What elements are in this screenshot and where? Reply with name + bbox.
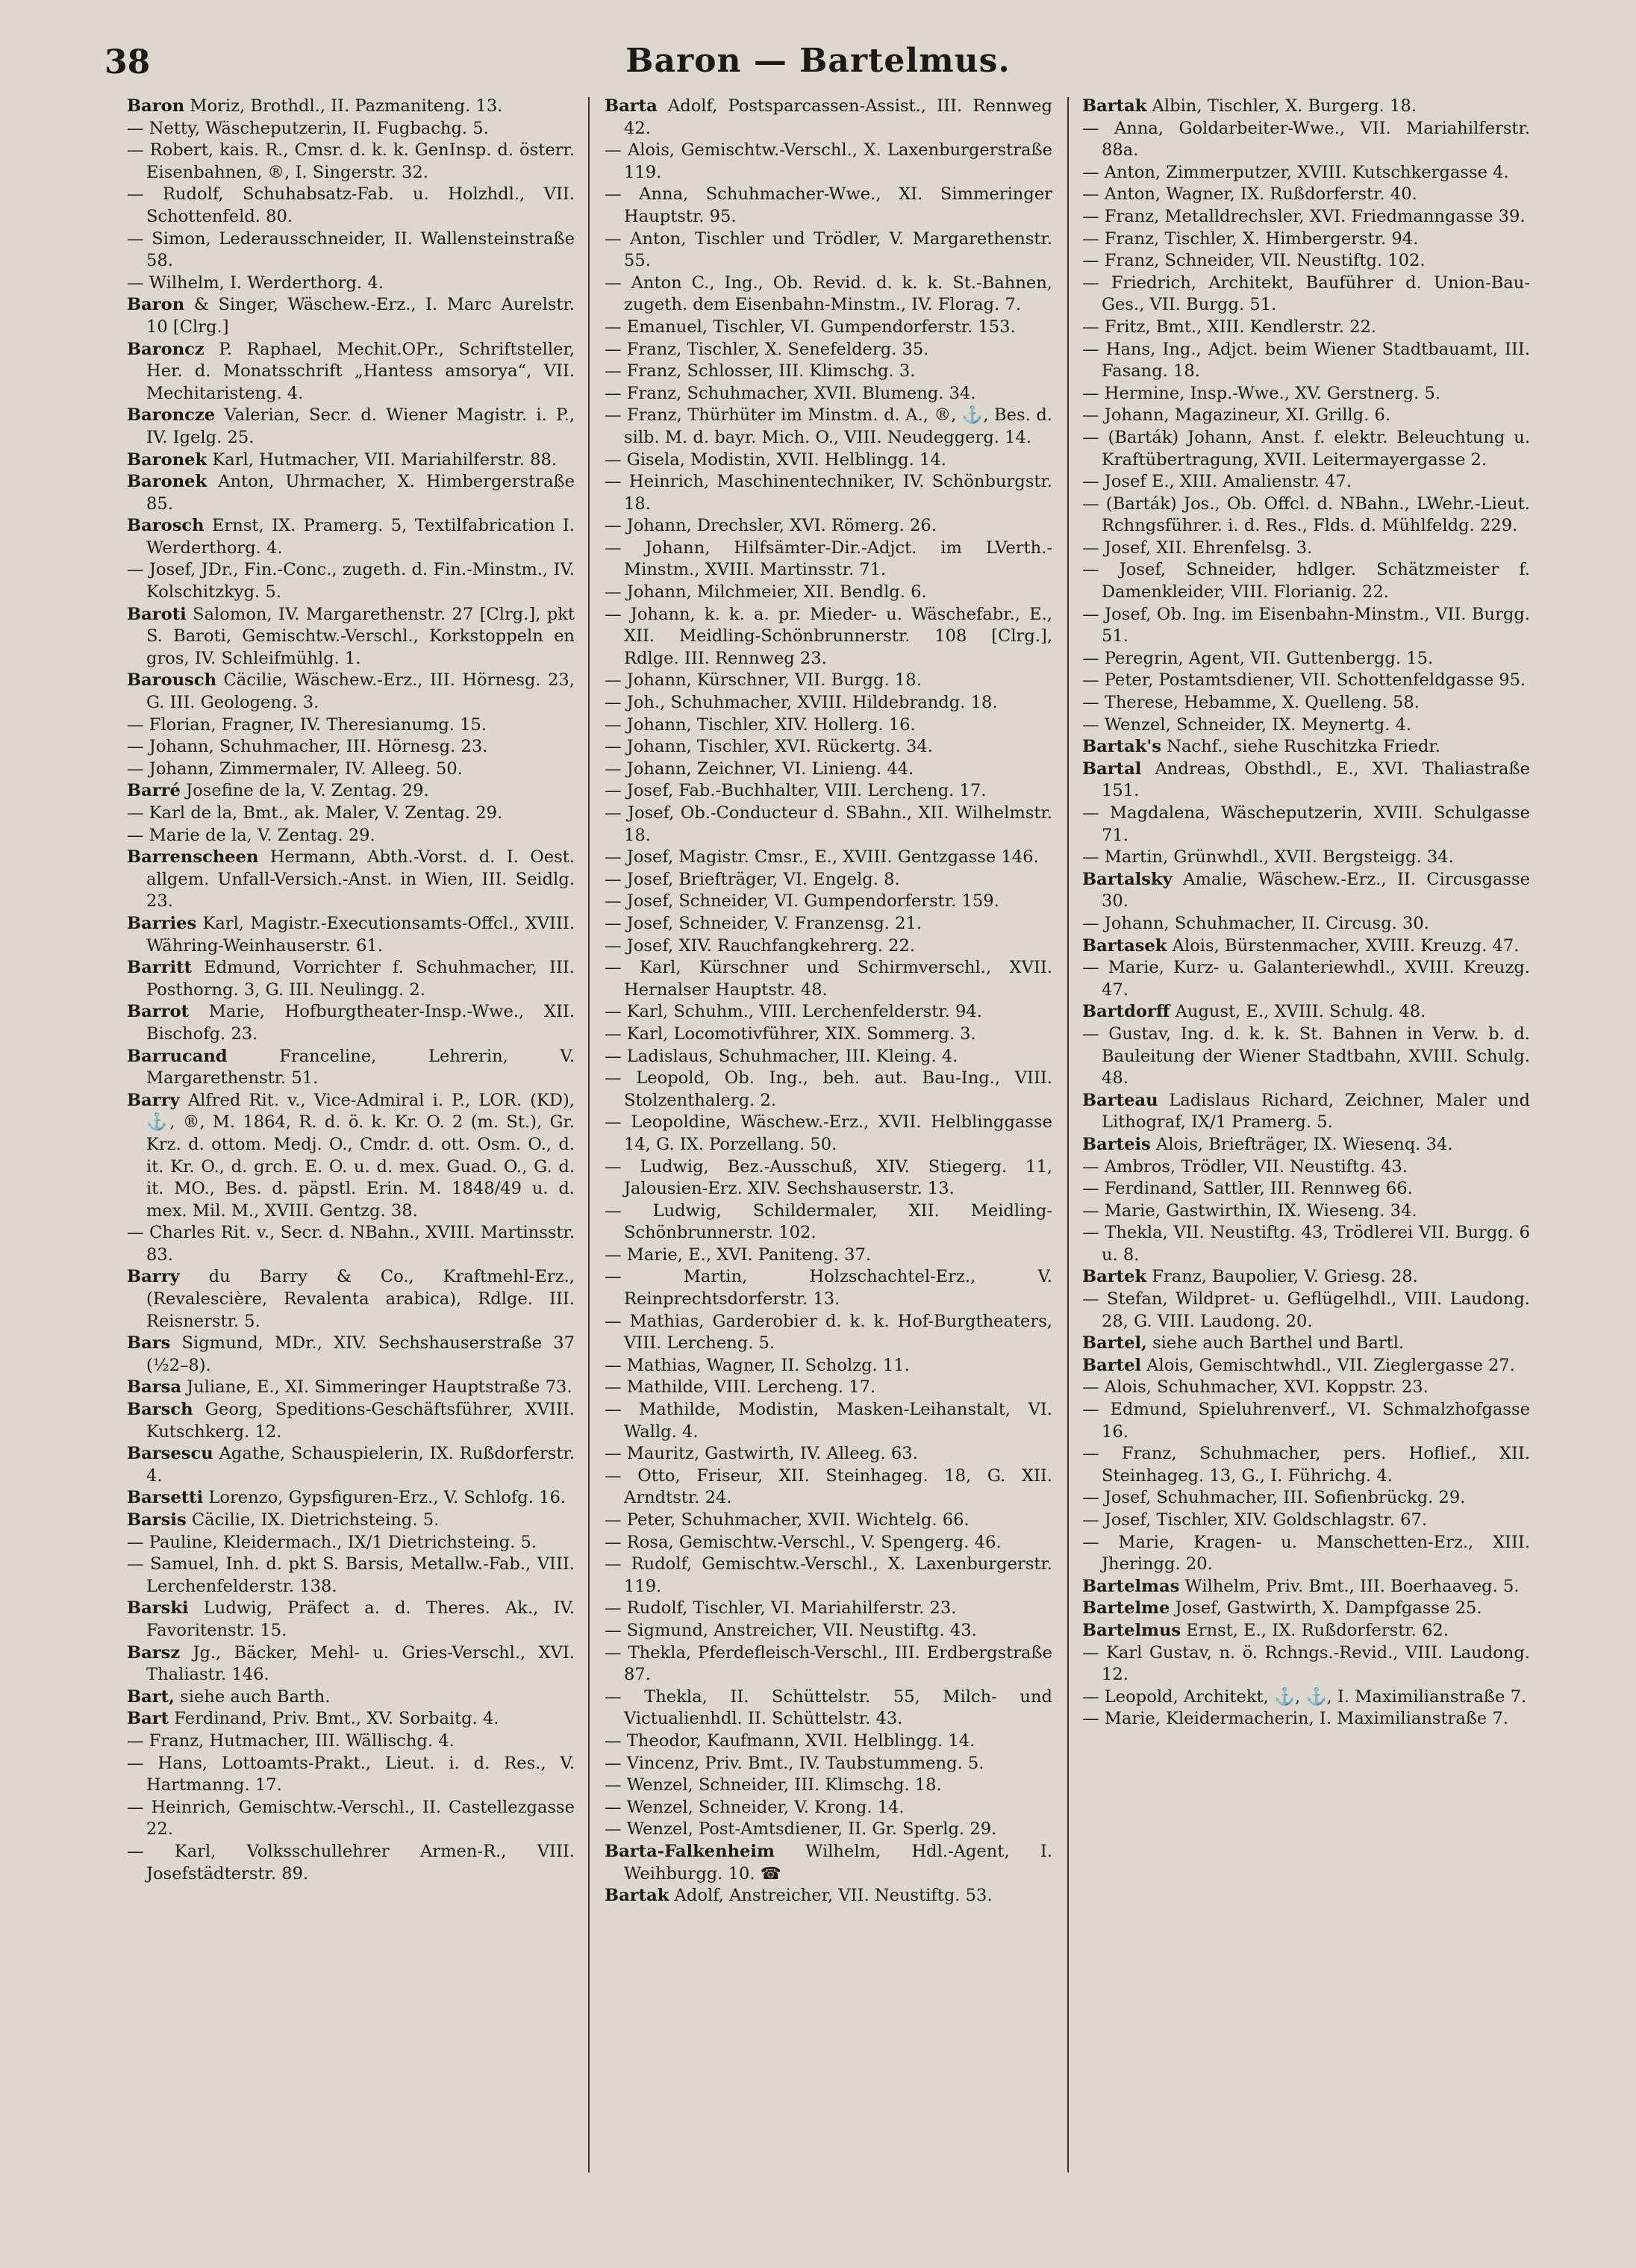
directory-entry: — Franz, Hutmacher, III. Wällischg. 4. (127, 1730, 455, 1751)
directory-entry: — Fritz, Bmt., XIII. Kendlerstr. 22. (1082, 317, 1377, 337)
directory-entry: Bart Ferdinand, Priv. Bmt., XV. Sorbaitg. 4. (127, 1709, 499, 1729)
directory-entry: — Josef, Ob.-Conducteur d. SBahn., XII. Wilhelmstr. 18. (605, 803, 1052, 845)
directory-entry: Barry Alfred Rit. v., Vice-Admiral i. P., LOR. (KD), ⚓, ®, M. 1864, R. d. ö. k. Kr. O. 2 (m. St.), Gr. Krz. d. ottom. Medj. O., Cmdr. d. ott. Osm. O., d. it. Kr. O., d. grch. E. O. u. d. mex. Guad. O., G. d. it. MO., Bes. d. päpstl. Erin. M. 1848/49 u. d. mex. Mil. M., XVIII. Gentzg. 38. (127, 1090, 575, 1221)
directory-entry: Barousch Cäcilie, Wäschew.-Erz., III. Hörnesg. 23, G. III. Geologeng. 3. (127, 670, 575, 713)
directory-entry: — (Barták) Johann, Anst. f. elektr. Beleuchtung u. Kraftübertragung, XVII. Leitermayergasse 2. (1082, 427, 1530, 470)
directory-entry: — Franz, Tischler, X. Senefelderg. 35. (605, 339, 929, 359)
directory-entry: — Peter, Schuhmacher, XVII. Wichtelg. 66. (605, 1510, 970, 1530)
directory-entry: — Mathilde, VIII. Lercheng. 17. (605, 1377, 876, 1398)
directory-entry: — Anton, Zimmerputzer, XVIII. Kutschkergasse 4. (1082, 162, 1509, 182)
directory-entry: Barski Ludwig, Präfect a. d. Theres. Ak., IV. Favoritenstr. 15. (127, 1598, 575, 1640)
directory-entry: Barteis Alois, Briefträger, IX. Wiesenq. 34. (1082, 1134, 1453, 1154)
directory-entry: Barsa Juliane, E., XI. Simmeringer Hauptstraße 73. (127, 1377, 572, 1398)
directory-entry: — Alois, Gemischtw.-Verschl., X. Laxenburgerstraße 119. (605, 140, 1052, 182)
directory-entry: Bartdorff August, E., XVIII. Schulg. 48. (1082, 1002, 1426, 1022)
directory-entry: — Johann, Schuhmacher, III. Hörnesg. 23. (127, 737, 488, 757)
directory-entry: Barta Adolf, Postsparcassen-Assist., III. Rennweg 42. (605, 96, 1052, 138)
directory-entry: — Anton C., Ing., Ob. Revid. d. k. k. St.-Bahnen, zugeth. dem Eisenbahn-Minstm., IV. Florag. 7. (605, 272, 1052, 315)
directory-entry: Barrot Marie, Hofburgtheater-Insp.-Wwe., XII. Bischofg. 23. (127, 1002, 575, 1044)
directory-entry: — Ambros, Trödler, VII. Neustiftg. 43. (1082, 1156, 1408, 1177)
directory-entry: — Hermine, Insp.-Wwe., XV. Gerstnerg. 5. (1082, 383, 1440, 403)
directory-entry: — Wilhelm, I. Werderthorg. 4. (127, 272, 384, 293)
directory-entry: Bartak's Nachf., siehe Ruschitzka Friedr. (1082, 737, 1440, 757)
directory-entry: Bartel Alois, Gemischtwhdl., VII. Zieglergasse 27. (1082, 1355, 1515, 1375)
directory-entry: — Gustav, Ing. d. k. k. St. Bahnen in Verw. b. d. Bauleitung der Wiener Stadtbahn, XVIII. Schulg. 48. (1082, 1024, 1530, 1088)
directory-entry: Baroncze Valerian, Secr. d. Wiener Magistr. i. P., IV. Igelg. 25. (127, 405, 575, 447)
directory-entry: — Mathias, Garderobier d. k. k. Hof-Burgtheaters, VIII. Lercheng. 5. (605, 1311, 1052, 1353)
directory-entry: — Karl, Schuhm., VIII. Lerchenfelderstr. 94. (605, 1002, 982, 1022)
directory-entry: — Hans, Ing., Adjct. beim Wiener Stadtbauamt, III. Fasang. 18. (1082, 339, 1530, 381)
directory-entry: Barsz Jg., Bäcker, Mehl- u. Gries-Verschl., XVI. Thaliastr. 146. (127, 1642, 575, 1685)
directory-entry: — Wenzel, Schneider, V. Krong. 14. (605, 1797, 905, 1817)
directory-entry: — Edmund, Spieluhrenverf., VI. Schmalzhofgasse 16. (1082, 1400, 1530, 1442)
directory-entry: — Joh., Schuhmacher, XVIII. Hildebrandg. 18. (605, 693, 998, 713)
directory-entry: Barsetti Lorenzo, Gypsfiguren-Erz., V. Schlofg. 16. (127, 1488, 566, 1508)
directory-entry: — Thekla, II. Schüttelstr. 55, Milch- und Victualienhdl. II. Schüttelstr. 43. (605, 1686, 1052, 1729)
directory-entry: — Johann, Tischler, XVI. Rückertg. 34. (605, 737, 933, 757)
directory-entry: Barrucand Franceline, Lehrerin, V. Margarethenstr. 51. (127, 1046, 575, 1088)
directory-entry: Barta-Falkenheim Wilhelm, Hdl.-Agent, I. Weihburgg. 10. ☎ (605, 1841, 1052, 1884)
directory-entry: — Emanuel, Tischler, VI. Gumpendorferstr. 153. (605, 317, 1016, 337)
directory-entry: — Johann, Zimmermaler, IV. Alleeg. 50. (127, 758, 463, 779)
directory-entry: — Josef, JDr., Fin.-Conc., zugeth. d. Fin.-Minstm., IV. Kolschitzkyg. 5. (127, 560, 575, 602)
column-3 (1082, 96, 1530, 2246)
directory-entry: — Leopoldine, Wäschew.-Erz., XVII. Helblinggasse 14, G. IX. Porzellang. 50. (605, 1112, 1052, 1154)
directory-entry: — Peter, Postamtsdiener, VII. Schottenfeldgasse 95. (1082, 670, 1526, 691)
directory-entry: — Pauline, Kleidermach., IX/1 Dietrichsteing. 5. (127, 1532, 537, 1552)
directory-entry: — Sigmund, Anstreicher, VII. Neustiftg. 43. (605, 1620, 977, 1640)
directory-entry: — Johann, Hilfsämter-Dir.-Adjct. im LVerth.-Minstm., XVIII. Martinsstr. 71. (605, 538, 1052, 580)
directory-entry: — Josef, Schneider, hdlger. Schätzmeister f. Damenkleider, VIII. Florianig. 22. (1082, 560, 1530, 602)
directory-entry: — Karl, Volksschullehrer Armen-R., VIII. Josefstädterstr. 89. (127, 1841, 575, 1884)
directory-entry: — Hans, Lottoamts-Prakt., Lieut. i. d. Res., V. Hartmanng. 17. (127, 1753, 575, 1795)
directory-entry: — Marie, E., XVI. Paniteng. 37. (605, 1244, 872, 1265)
directory-entry: — Thekla, Pferdefleisch-Verschl., III. Erdbergstraße 87. (605, 1642, 1052, 1685)
directory-entry: Bars Sigmund, MDr., XIV. Sechshauserstraße 37 (½2–8). (127, 1333, 575, 1375)
directory-entry: — Karl, Locomotivführer, XIX. Sommerg. 3. (605, 1024, 976, 1044)
directory-entry: — Magdalena, Wäscheputzerin, XVIII. Schulgasse 71. (1082, 803, 1530, 845)
directory-entry: — Leopold, Architekt, ⚓, ⚓, I. Maximilianstraße 7. (1082, 1686, 1527, 1707)
directory-entry: — Rudolf, Schuhabsatz-Fab. u. Holzhdl., VII. Schottenfeld. 80. (127, 184, 575, 226)
directory-entry: — Anna, Schuhmacher-Wwe., XI. Simmeringer Hauptstr. 95. (605, 184, 1052, 226)
directory-entry: — Martin, Grünwhdl., XVII. Bergsteigg. 34. (1082, 847, 1454, 867)
directory-entry: — Heinrich, Gemischtw.-Verschl., II. Castellezgasse 22. (127, 1797, 575, 1839)
directory-entry: Bartelme Josef, Gastwirth, X. Dampfgasse 25. (1082, 1598, 1482, 1619)
directory-entry: Barries Karl, Magistr.-Executionsamts-Offcl., XVIII. Währing-Weinhauserstr. 61. (127, 913, 575, 956)
directory-entry: — Johann, Magazineur, XI. Grillg. 6. (1082, 405, 1391, 426)
directory-entry: — Anna, Goldarbeiter-Wwe., VII. Mariahilferstr. 88a. (1082, 118, 1530, 161)
directory-entry: Baroti Salomon, IV. Margarethenstr. 27 [Clrg.], pkt S. Baroti, Gemischtw.-Verschl., Korkstoppeln en gros, IV. Schleifmühlg. 1. (127, 604, 575, 668)
directory-entry: — Florian, Fragner, IV. Theresianumg. 15. (127, 714, 487, 735)
directory-entry: Barsis Cäcilie, IX. Dietrichsteing. 5. (127, 1510, 440, 1530)
directory-entry: — (Barták) Jos., Ob. Offcl. d. NBahn., LWehr.-Lieut. Rchngsführer. i. d. Res., Flds. d. Mühlfeldg. 229. (1082, 493, 1530, 536)
directory-entry: — Josef, Schneider, V. Franzensg. 21. (605, 913, 922, 933)
directory-entry: — Marie de la, V. Zentag. 29. (127, 825, 375, 845)
directory-entry: Baroncz P. Raphael, Mechit.OPr., Schriftsteller, Her. d. Monatsschrift „Hantess amsorya“, VII. Mechitaristeng. 4. (127, 339, 575, 403)
directory-entry: — Josef, XIV. Rauchfangkehrerg. 22. (605, 935, 916, 956)
directory-entry: Barritt Edmund, Vorrichter f. Schuhmacher, III. Posthorng. 3, G. III. Neulingg. 2. (127, 958, 575, 1000)
directory-entry: Barrenscheen Hermann, Abth.-Vorst. d. I. Oest. allgem. Unfall-Versich.-Anst. in Wien, III. Seidlg. 23. (127, 847, 575, 912)
directory-entry: — Friedrich, Architekt, Bauführer d. Union-Bau-Ges., VII. Burgg. 51. (1082, 272, 1530, 315)
directory-entry: — Franz, Tischler, X. Himbergerstr. 94. (1082, 228, 1419, 249)
directory-entry: Baron Moriz, Brothdl., II. Pazmaniteng. 13. (127, 96, 503, 116)
directory-entry: — Karl de la, Bmt., ak. Maler, V. Zentag. 29. (127, 803, 503, 823)
directory-entry: — Therese, Hebamme, X. Quelleng. 58. (1082, 693, 1420, 713)
page-header (0, 37, 1636, 82)
directory-entry: — Rudolf, Tischler, VI. Mariahilferstr. 23. (605, 1598, 957, 1619)
directory-entry: — Otto, Friseur, XII. Steinhageg. 18, G. XII. Arndtstr. 24. (605, 1465, 1052, 1508)
directory-entry: — Leopold, Ob. Ing., beh. aut. Bau-Ing., VIII. Stolzenthalerg. 2. (605, 1068, 1052, 1110)
directory-entry: Bartak Adolf, Anstreicher, VII. Neustiftg. 53. (605, 1886, 993, 1906)
directory-entry: — Ludwig, Schildermaler, XII. Meidling-Schönbrunnerstr. 102. (605, 1200, 1052, 1243)
directory-entry: — Franz, Thürhüter im Minstm. d. A., ®, ⚓, Bes. d. silb. M. d. bayr. Mich. O., VIII. Neudeggerg. 14. (605, 405, 1052, 447)
directory-entry: — Theodor, Kaufmann, XVII. Helblingg. 14. (605, 1730, 975, 1751)
directory-entry: — Johann, Kürschner, VII. Burgg. 18. (605, 670, 922, 691)
directory-entry: — Rosa, Gemischtw.-Verschl., V. Spengerg. 46. (605, 1532, 1002, 1552)
directory-entry: — Karl Gustav, n. ö. Rchngs.-Revid., VIII. Laudong. 12. (1082, 1642, 1530, 1685)
directory-entry: Baronek Anton, Uhrmacher, X. Himbergerstraße 85. (127, 472, 575, 514)
directory-entry: — Vincenz, Priv. Bmt., IV. Taubstummeng. 5. (605, 1753, 984, 1773)
directory-entry: Barsch Georg, Speditions-Geschäftsführer, XVIII. Kutschkerg. 12. (127, 1400, 575, 1442)
directory-entry: — Anton, Wagner, IX. Rußdorferstr. 40. (1082, 184, 1417, 205)
directory-entry: — Johann, Milchmeier, XII. Bendlg. 6. (605, 582, 927, 602)
directory-entry: — Josef, XII. Ehrenfelsg. 3. (1082, 538, 1313, 558)
directory-entry: — Marie, Gastwirthin, IX. Wieseng. 34. (1082, 1200, 1417, 1221)
directory-entry: — Anton, Tischler und Trödler, V. Margarethenstr. 55. (605, 228, 1052, 271)
directory-entry: — Johann, k. k. a. pr. Mieder- u. Wäschefabr., E., XII. Meidling-Schönbrunnerstr. 108 [Clrg.], Rdlge. III. Rennweg 23. (605, 604, 1052, 668)
directory-entry: — Wenzel, Schneider, IX. Meynertg. 4. (1082, 714, 1412, 735)
directory-entry: — Wenzel, Post-Amtsdiener, II. Gr. Sperlg. 29. (605, 1819, 997, 1839)
directory-entry: — Johann, Tischler, XIV. Hollerg. 16. (605, 714, 916, 735)
directory-entry: — Ferdinand, Sattler, III. Rennweg 66. (1082, 1179, 1413, 1199)
column-1 (127, 96, 575, 2246)
page-number: 38 (104, 43, 151, 81)
directory-entry: Baron & Singer, Wäschew.-Erz., I. Marc Aurelstr. 10 [Clrg.] (127, 295, 575, 337)
directory-entry: — Mauritz, Gastwirth, IV. Alleeg. 63. (605, 1444, 918, 1464)
directory-entry: — Stefan, Wildpret- u. Geflügelhdl., VIII. Laudong. 28, G. VIII. Laudong. 20. (1082, 1289, 1530, 1331)
directory-entry: Bartelmas Wilhelm, Priv. Bmt., III. Boerhaaveg. 5. (1082, 1576, 1520, 1596)
directory-entry: — Mathilde, Modistin, Masken-Leihanstalt, VI. Wallg. 4. (605, 1400, 1052, 1442)
directory-entry: Barry du Barry & Co., Kraftmehl-Erz., (Revalescière, Revalenta arabica), Rdlge. III. Reisnerstr. 5. (127, 1267, 575, 1331)
directory-entry: — Mathias, Wagner, II. Scholzg. 11. (605, 1355, 910, 1375)
directory-entry: — Charles Rit. v., Secr. d. NBahn., XVIII. Martinsstr. 83. (127, 1223, 575, 1265)
running-head: Baron — Bartelmus. (625, 42, 1011, 80)
directory-entry: — Martin, Holzschachtel-Erz., V. Reinprechtsdorferstr. 13. (605, 1267, 1052, 1309)
directory-entry: — Josef E., XIII. Amalienstr. 47. (1082, 472, 1352, 492)
directory-entry: — Ludwig, Bez.-Ausschuß, XIV. Stiegerg. 11, Jalousien-Erz. XIV. Sechshauserstr. 13. (605, 1156, 1052, 1199)
directory-entry: — Josef, Schneider, VI. Gumpendorferstr. 159. (605, 891, 999, 912)
directory-entry: Bartalsky Amalie, Wäschew.-Erz., II. Circusgasse 30. (1082, 869, 1530, 912)
directory-entry: — Thekla, VII. Neustiftg. 43, Trödlerei VII. Burgg. 6 u. 8. (1082, 1223, 1530, 1265)
directory-entry: — Heinrich, Maschinentechniker, IV. Schönburgstr. 18. (605, 472, 1052, 514)
directory-entry: Bartal Andreas, Obsthdl., E., XVI. Thaliastraße 151. (1082, 758, 1530, 801)
directory-entry: — Peregrin, Agent, VII. Guttenbergg. 15. (1082, 648, 1434, 668)
directory-entry: — Josef, Tischler, XIV. Goldschlagstr. 67. (1082, 1510, 1428, 1530)
directory-entry: Barré Josefine de la, V. Zentag. 29. (127, 781, 429, 801)
directory-entry: — Johann, Zeichner, VI. Linieng. 44. (605, 758, 914, 779)
directory-entry: Barteau Ladislaus Richard, Zeichner, Maler und Lithograf, IX/1 Pramerg. 5. (1082, 1090, 1530, 1133)
directory-entry: — Johann, Schuhmacher, II. Circusg. 30. (1082, 913, 1429, 933)
directory-entry: — Marie, Kleidermacherin, I. Maximilianstraße 7. (1082, 1709, 1509, 1729)
column-2 (605, 96, 1052, 2246)
directory-entry: — Josef, Fab.-Buchhalter, VIII. Lercheng. 17. (605, 781, 987, 801)
directory-entry: — Karl, Kürschner und Schirmverschl., XVII. Hernalser Hauptstr. 48. (605, 958, 1052, 1000)
directory-entry: — Josef, Magistr. Cmsr., E., XVIII. Gentzgasse 146. (605, 847, 1039, 867)
directory-entry: Barosch Ernst, IX. Pramerg. 5, Textilfabrication I. Werderthorg. 4. (127, 516, 575, 558)
directory-entry: Bartelmus Ernst, E., IX. Rußdorferstr. 62. (1082, 1620, 1449, 1640)
directory-entry: Bartek Franz, Baupolier, V. Griesg. 28. (1082, 1267, 1418, 1287)
directory-entry: — Robert, kais. R., Cmsr. d. k. k. GenInsp. d. österr. Eisenbahnen, ®, I. Singerstr. 32. (127, 140, 575, 182)
directory-entry: — Josef, Briefträger, VI. Engelg. 8. (605, 869, 900, 889)
directory-entry: Baronek Karl, Hutmacher, VII. Mariahilferstr. 88. (127, 449, 558, 470)
directory-entry: — Netty, Wäscheputzerin, II. Fugbachg. 5. (127, 118, 489, 138)
directory-entry: Bartel, siehe auch Barthel und Bartl. (1082, 1333, 1405, 1353)
directory-entry: — Josef, Ob. Ing. im Eisenbahn-Minstm., VII. Burgg. 51. (1082, 604, 1530, 647)
column-divider (588, 97, 590, 2172)
directory-entry: — Ladislaus, Schuhmacher, III. Kleing. 4. (605, 1046, 958, 1066)
directory-entry: — Franz, Schlosser, III. Klimschg. 3. (605, 361, 916, 381)
directory-entry: — Wenzel, Schneider, III. Klimschg. 18. (605, 1775, 942, 1795)
directory-entry: Barsescu Agathe, Schauspielerin, IX. Rußdorferstr. 4. (127, 1444, 575, 1486)
directory-entry: — Simon, Lederausschneider, II. Wallensteinstraße 58. (127, 228, 575, 271)
directory-entry: — Franz, Schuhmacher, XVII. Blumeng. 34. (605, 383, 976, 403)
directory-entry: — Johann, Drechsler, XVI. Römerg. 26. (605, 516, 937, 536)
directory-entry: Bartasek Alois, Bürstenmacher, XVIII. Kreuzg. 47. (1082, 935, 1520, 956)
directory-entry: — Rudolf, Gemischtw.-Verschl., X. Laxenburgerstr. 119. (605, 1554, 1052, 1596)
directory-entry: Bartak Albin, Tischler, X. Burgerg. 18. (1082, 96, 1417, 116)
directory-entry: — Marie, Kurz- u. Galanteriewhdl., XVIII. Kreuzg. 47. (1082, 958, 1530, 1000)
directory-entry: — Marie, Kragen- u. Manschetten-Erz., XIII. Jheringg. 20. (1082, 1532, 1530, 1574)
directory-entry: — Franz, Metalldrechsler, XVI. Friedmanngasse 39. (1082, 206, 1526, 226)
directory-entry: — Samuel, Inh. d. pkt S. Barsis, Metallw.-Fab., VIII. Lerchenfelderstr. 138. (127, 1554, 575, 1596)
directory-entry: — Josef, Schuhmacher, III. Sofienbrückg. 29. (1082, 1488, 1466, 1508)
column-divider (1067, 97, 1069, 2172)
directory-entry: — Alois, Schuhmacher, XVI. Koppstr. 23. (1082, 1377, 1429, 1398)
directory-entry: — Franz, Schuhmacher, pers. Hoflief., XII. Steinhageg. 13, G., I. Führichg. 4. (1082, 1444, 1530, 1486)
directory-entry: — Gisela, Modistin, XVII. Helblingg. 14. (605, 449, 946, 470)
directory-entry: — Franz, Schneider, VII. Neustiftg. 102. (1082, 251, 1426, 271)
directory-entry: Bart, siehe auch Barth. (127, 1686, 331, 1707)
